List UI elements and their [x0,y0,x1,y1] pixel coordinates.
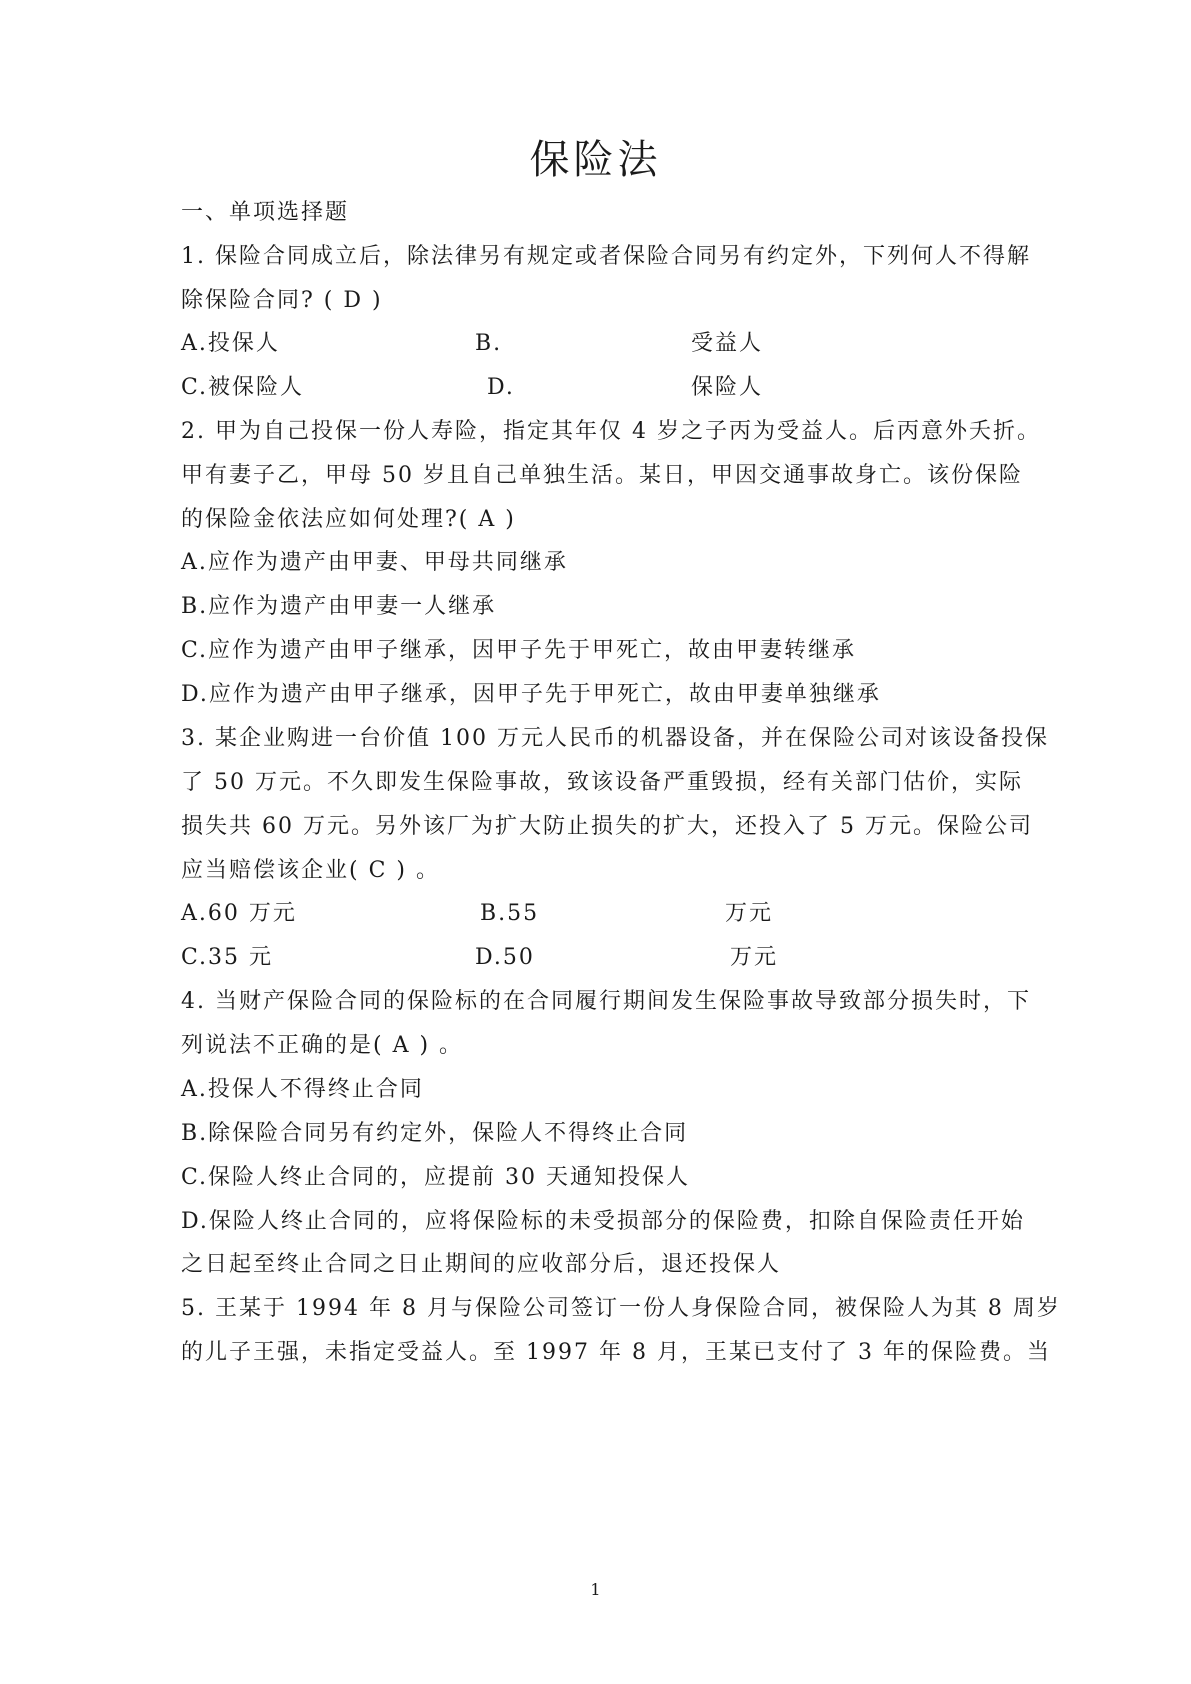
question-3-line-4: 应当赔偿该企业( C ) 。 [181,858,440,883]
q3-option-b-letter: B.55 [480,901,540,926]
q3-option-a: A.60 万元 [181,901,297,926]
q1-option-b-letter: B. [475,331,503,356]
q1-option-d-letter: D. [487,375,515,400]
question-1-line-2: 除保险合同? ( D ) [181,288,383,313]
q3-option-b-text: 万元 [725,901,774,926]
question-2-line-1: 2. 甲为自己投保一份人寿险，指定其年仅 4 岁之子丙为受益人。后丙意外夭折。 [181,419,1041,444]
q4-option-a: A.投保人不得终止合同 [181,1077,424,1102]
question-4-line-2: 列说法不正确的是( A ) 。 [181,1033,464,1058]
q2-option-b: B.应作为遗产由甲妻一人继承 [181,594,497,619]
q3-option-d-letter: D.50 [475,945,535,970]
question-5-line-1: 5. 王某于 1994 年 8 月与保险公司签订一份人身保险合同，被保险人为其 8 周岁 [181,1296,1061,1321]
page-number: 1 [590,1580,601,1599]
section-heading: 一、单项选择题 [181,200,350,225]
q3-option-c: C.35 元 [181,945,274,970]
document-title: 保险法 [529,137,662,183]
question-1-line-1: 1. 保险合同成立后，除法律另有规定或者保险合同另有约定外，下列何人不得解 [181,244,1031,269]
question-4-line-1: 4. 当财产保险合同的保险标的在合同履行期间发生保险事故导致部分损失时，下 [181,989,1031,1014]
question-3-line-2: 了 50 万元。不久即发生保险事故，致该设备严重毁损，经有关部门估价，实际 [181,770,1023,795]
question-2-line-2: 甲有妻子乙，甲母 50 岁且自己单独生活。某日，甲因交通事故身亡。该份保险 [181,463,1023,488]
q1-option-b-text: 受益人 [691,331,764,356]
q1-option-c: C.被保险人 [181,375,305,400]
q4-option-b: B.除保险合同另有约定外，保险人不得终止合同 [181,1121,689,1146]
q4-option-d-line-2: 之日起至终止合同之日止期间的应收部分后，退还投保人 [181,1252,782,1277]
question-3-line-3: 损失共 60 万元。另外该厂为扩大防止损失的扩大，还投入了 5 万元。保险公司 [181,814,1033,839]
question-2-line-3: 的保险金依法应如何处理?( A ) [181,507,516,532]
q4-option-c: C.保险人终止合同的，应提前 30 天通知投保人 [181,1165,691,1190]
q2-option-d: D.应作为遗产由甲子继承，因甲子先于甲死亡，故由甲妻单独继承 [181,682,881,707]
q2-option-c: C.应作为遗产由甲子继承，因甲子先于甲死亡，故由甲妻转继承 [181,638,857,663]
q2-option-a: A.应作为遗产由甲妻、甲母共同继承 [181,550,568,575]
question-3-line-1: 3. 某企业购进一台价值 100 万元人民币的机器设备，并在保险公司对该设备投保 [181,726,1049,751]
q1-option-d-text: 保险人 [691,375,764,400]
q1-option-a: A.投保人 [181,331,280,356]
q3-option-d-text: 万元 [730,945,779,970]
q4-option-d-line-1: D.保险人终止合同的，应将保险标的未受损部分的保险费，扣除自保险责任开始 [181,1209,1025,1234]
question-5-line-2: 的儿子王强，未指定受益人。至 1997 年 8 月，王某已支付了 3 年的保险费。当 [181,1340,1051,1365]
